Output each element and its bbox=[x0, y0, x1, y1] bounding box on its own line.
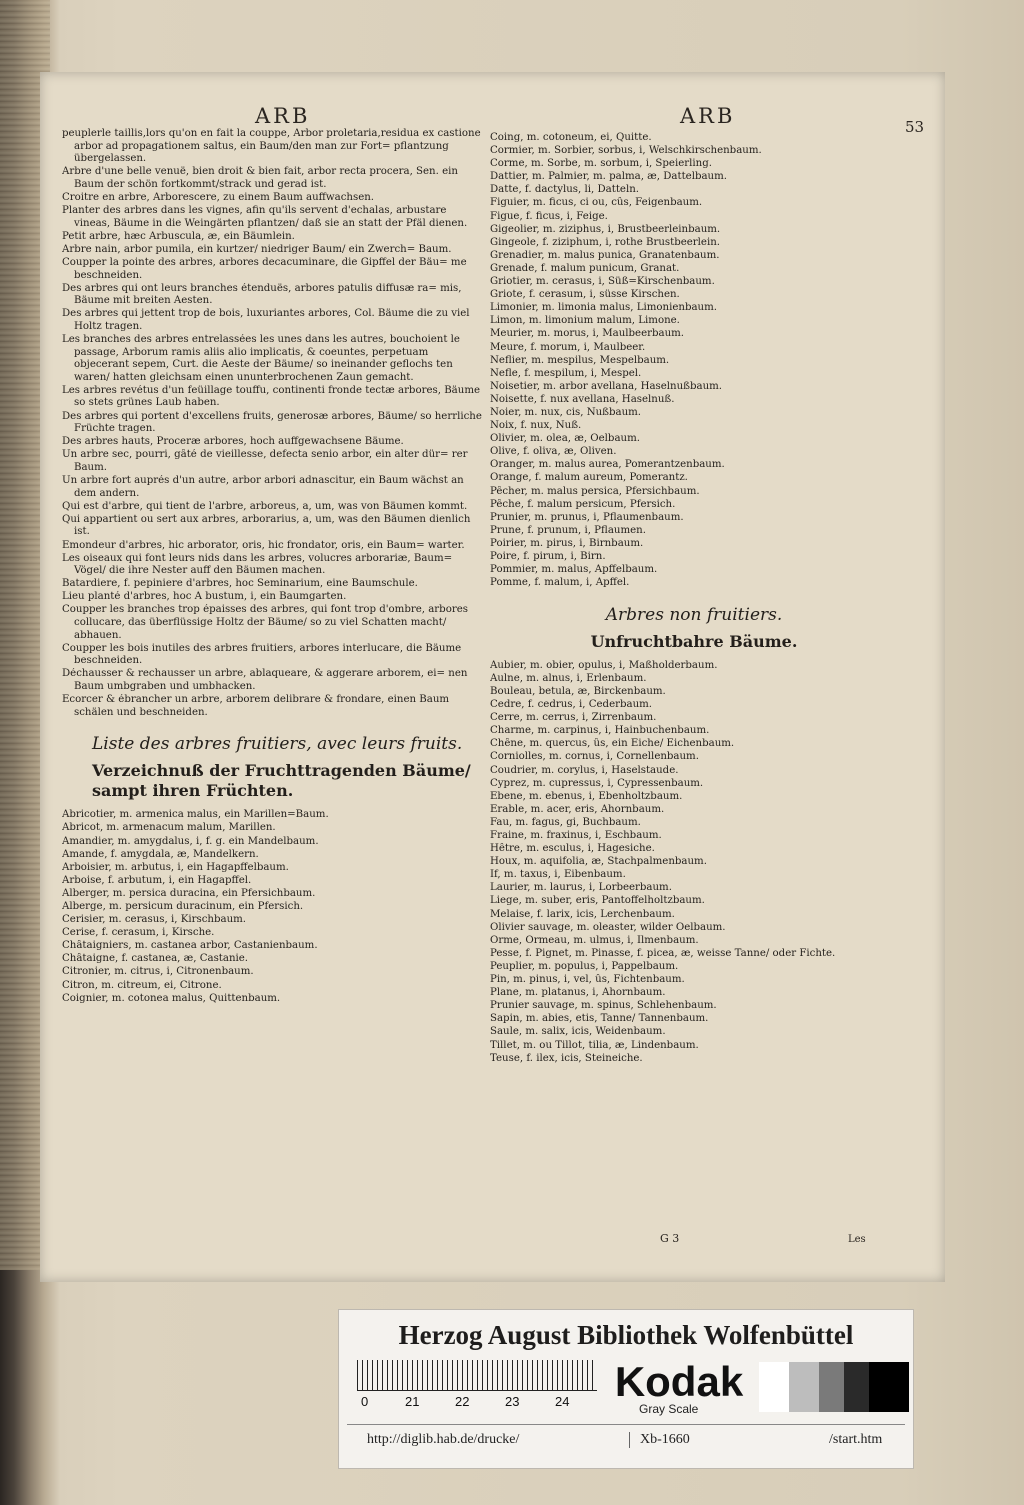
ruler-label: 23 bbox=[505, 1394, 520, 1409]
entry-line: Déchausser & rechausser un arbre, ablaqueare, & aggerare arborem, ei= nen Baum umbgraben und umbhacken. bbox=[62, 668, 468, 693]
entry-line: Lieu planté d'arbres, hoc A bustum, i, ein Baumgarten. bbox=[62, 591, 347, 603]
entry-line: Petit arbre, hæc Arbuscula, æ, ein Bäumlein. bbox=[62, 230, 295, 242]
entry-line: Des arbres hauts, Proceræ arbores, hoch auffgewachsene Bäume. bbox=[62, 436, 404, 448]
ruler-label: 21 bbox=[405, 1394, 420, 1409]
entry-line: Fau, m. fagus, gi, Buchbaum. bbox=[490, 816, 641, 828]
left-column bbox=[62, 128, 482, 1006]
entry-line: Pomme, f. malum, i, Apffel. bbox=[490, 577, 630, 589]
entry-line: Cerre, m. cerrus, i, Zirrenbaum. bbox=[490, 712, 657, 724]
entry-line: Griote, f. cerasum, i, süsse Kirschen. bbox=[490, 289, 680, 301]
right-column bbox=[490, 132, 898, 1066]
ruler-label: 22 bbox=[455, 1394, 470, 1409]
entry-line: Saule, m. salix, icis, Weidenbaum. bbox=[490, 1026, 666, 1038]
measure-ruler bbox=[357, 1360, 597, 1391]
entry-line: Citron, m. citreum, ei, Citrone. bbox=[62, 979, 222, 991]
entry-line: Grenade, f. malum punicum, Granat. bbox=[490, 262, 680, 274]
entry-line: Olivier sauvage, m. oleaster, wilder Oelbaum. bbox=[490, 921, 726, 933]
entry-line: Meurier, m. morus, i, Maulbeerbaum. bbox=[490, 328, 685, 340]
entry-line: Peuplier, m. populus, i, Pappelbaum. bbox=[490, 960, 679, 972]
running-head-right: ARB bbox=[680, 104, 736, 128]
entry-line: Cerisier, m. cerasus, i, Kirschbaum. bbox=[62, 914, 247, 926]
entry-line: Coing, m. cotoneum, ei, Quitte. bbox=[490, 132, 652, 143]
entry-line: Cerise, f. cerasum, i, Kirsche. bbox=[62, 927, 215, 939]
entry-line: Cormier, m. Sorbier, sorbus, i, Welschkirschenbaum. bbox=[490, 145, 762, 157]
entry-line: Dattier, m. Palmier, m. palma, æ, Dattelbaum. bbox=[490, 171, 728, 183]
start-path: /start.htm bbox=[829, 1432, 883, 1447]
library-url: http://diglib.hab.de/drucke/ bbox=[367, 1432, 520, 1447]
entry-line: Arboisier, m. arbutus, i, ein Hagapffelbaum. bbox=[62, 861, 289, 873]
ruler-label: 0 bbox=[361, 1394, 369, 1409]
entry-line: Neflier, m. mespilus, Mespelbaum. bbox=[490, 354, 670, 366]
plate-divider bbox=[347, 1424, 905, 1425]
entry-line: Prune, f. prunum, i, Pflaumen. bbox=[490, 524, 646, 536]
entry-line: Abricotier, m. armenica malus, ein Marillen=Baum. bbox=[62, 809, 329, 821]
fruit-section-title-fr: Liste des arbres fruitiers, avec leurs fruits. bbox=[92, 734, 463, 755]
entry-line: Arbre nain, arbor pumila, ein kurtzer/ niedriger Baum/ ein Zwerch= Baum. bbox=[62, 243, 452, 255]
entry-line: Houx, m. aquifolia, æ, Stachpalmenbaum. bbox=[490, 856, 707, 868]
entry-line: Pommier, m. malus, Apffelbaum. bbox=[490, 564, 658, 576]
entry-line: Grenadier, m. malus punica, Granatenbaum. bbox=[490, 249, 720, 261]
entry-line: peuplerle taillis,lors qu'on en fait la couppe, Arbor proletaria,residua ex castione arbor ad propagationem saltus, ein Baum/den man zur Fort= pflantzung übergelassen. bbox=[62, 128, 481, 165]
entry-line: Gigeolier, m. ziziphus, i, Brustbeerleinbaum. bbox=[490, 223, 721, 235]
entry-line: Olivier, m. olea, æ, Oelbaum. bbox=[490, 433, 640, 445]
entry-line: Des arbres qui portent d'excellens fruits, generosæ arbores, Bäume/ so herrliche Früchte tragen. bbox=[62, 410, 482, 435]
entry-line: Amandier, m. amygdalus, i, f. g. ein Mandelbaum. bbox=[62, 835, 319, 847]
entry-line: Coignier, m. cotonea malus, Quittenbaum. bbox=[62, 992, 281, 1004]
entry-line: Meure, f. morum, i, Maulbeer. bbox=[490, 341, 646, 353]
entry-line: Châtaigne, f. castanea, æ, Castanie. bbox=[62, 953, 249, 965]
entry-line: Bouleau, betula, æ, Birckenbaum. bbox=[490, 685, 666, 697]
entry-line: Pin, m. pinus, i, vel, ûs, Fichtenbaum. bbox=[490, 974, 685, 986]
entry-line: Laurier, m. laurus, i, Lorbeerbaum. bbox=[490, 882, 672, 894]
entry-line: Griotier, m. cerasus, i, Süß=Kirschenbaum. bbox=[490, 276, 715, 288]
entry-line: Les arbres revétus d'un feüillage touffu, continenti fronde tectæ arbores, Bäume so stets grünes Laub haben. bbox=[62, 384, 481, 409]
entry-line: Prunier sauvage, m. spinus, Schlehenbaum. bbox=[490, 1000, 717, 1012]
entry-line: Orange, f. malum aureum, Pomerantz. bbox=[490, 472, 688, 484]
entry-line: Emondeur d'arbres, hic arborator, oris, hic frondator, oris, ein Baum= warter. bbox=[62, 539, 465, 551]
entry-line: Qui appartient ou sert aux arbres, arborarius, a, um, was den Bäumen dienlich ist. bbox=[62, 513, 471, 538]
catchword: Les bbox=[848, 1234, 866, 1245]
entry-line: Alberge, m. persicum duracinum, ein Pfersich. bbox=[62, 900, 304, 912]
entry-line: Aulne, m. alnus, i, Erlenbaum. bbox=[490, 672, 647, 684]
entry-line: Figuier, m. ficus, ci ou, cûs, Feigenbaum. bbox=[490, 197, 703, 209]
entry-line: Corniolles, m. cornus, i, Cornellenbaum. bbox=[490, 751, 699, 763]
shelfmark: Xb-1660 bbox=[629, 1432, 690, 1448]
entry-line: Les branches des arbres entrelassées les unes dans les autres, bouchoient le passage, Arborum ramis aliis alio implicatis, & coeuntes, perpetuam objecerant sepem, Curt. die Aeste der Bäume/ so ineinander geflochs ten waren/ hatten gleichsam einen ununterbrochenen Zaun gemacht. bbox=[62, 334, 460, 383]
entry-line: Chêne, m. quercus, ûs, ein Eiche/ Eichenbaum. bbox=[490, 738, 735, 750]
entry-line: Un arbre sec, pourri, gâté de vieillesse, defecta senio arbor, ein alter dür= rer Baum. bbox=[62, 449, 468, 473]
entry-line: Charme, m. carpinus, i, Hainbuchenbaum. bbox=[490, 725, 710, 737]
entry-line: Pêcher, m. malus persica, Pfersichbaum. bbox=[490, 485, 700, 497]
entry-line: Ebene, m. ebenus, i, Ebenholtzbaum. bbox=[490, 790, 683, 802]
entry-line: Plane, m. platanus, i, Ahornbaum. bbox=[490, 987, 666, 999]
page-number: 53 bbox=[905, 118, 925, 136]
entry-line: Erable, m. acer, eris, Ahornbaum. bbox=[490, 803, 665, 815]
entry-line: Sapin, m. abies, etis, Tanne/ Tannenbaum. bbox=[490, 1013, 709, 1025]
entry-line: Un arbre fort auprés d'un autre, arbor arbori adnascitur, ein Baum wächst an dem andern. bbox=[62, 475, 464, 499]
entry-line: Châtaigniers, m. castanea arbor, Castanienbaum. bbox=[62, 940, 318, 952]
entry-line: Arbre d'une belle venuë, bien droit & bien fait, arbor recta procera, Sen. ein Baum der schön fortkommt/strack und gerad ist. bbox=[62, 166, 458, 190]
archive-plate bbox=[338, 1309, 914, 1469]
entry-line: Batardiere, f. pepiniere d'arbres, hoc Seminarium, eine Baumschule. bbox=[62, 578, 418, 590]
entry-line: Coupper la pointe des arbres, arbores decacuminare, die Gipffel der Bäu= me beschneiden. bbox=[62, 256, 467, 281]
nonfruit-list bbox=[490, 660, 898, 1065]
left-entries bbox=[62, 128, 482, 719]
signature-mark: G 3 bbox=[660, 1232, 680, 1245]
library-name: Herzog August Bibliothek Wolfenbüttel bbox=[398, 1320, 854, 1350]
entry-line: Amande, f. amygdala, æ, Mandelkern. bbox=[62, 848, 259, 860]
entry-line: Tillet, m. ou Tillot, tilia, æ, Lindenbaum. bbox=[490, 1039, 699, 1051]
entry-line: Orme, Ormeau, m. ulmus, i, Ilmenbaum. bbox=[490, 934, 699, 946]
entry-line: Coupper les branches trop épaisses des arbres, qui font trop d'ombre, arbores collucare, das überflüssige Holtz der Bäume/ so zu viel Schatten macht/ abhauen. bbox=[62, 604, 468, 641]
entry-line: Qui est d'arbre, qui tient de l'arbre, arboreus, a, um, was von Bäumen kommt. bbox=[62, 500, 468, 512]
entry-line: Oranger, m. malus aurea, Pomerantzenbaum. bbox=[490, 459, 725, 471]
nonfruit-section-title-de: Unfruchtbahre Bäume. bbox=[590, 631, 798, 651]
fruit-list-left bbox=[62, 809, 482, 1005]
fruit-section-title-de: Verzeichnuß der Fruchttragenden Bäume/ sampt ihren Früchten. bbox=[92, 761, 471, 801]
entry-line: Limonier, m. limonia malus, Limonienbaum. bbox=[490, 302, 718, 314]
entry-line: Alberger, m. persica duracina, ein Pfersichbaum. bbox=[62, 887, 316, 899]
entry-line: Aubier, m. obier, opulus, i, Maßholderbaum. bbox=[490, 659, 718, 671]
entry-line: Pêche, f. malum persicum, Pfersich. bbox=[490, 498, 676, 510]
entry-line: Citronier, m. citrus, i, Citronenbaum. bbox=[62, 966, 254, 978]
entry-line: Des arbres qui ont leurs branches étenduës, arbores patulis diffusæ ra= mis, Bäume mit breiten Aesten. bbox=[62, 282, 462, 307]
gray-scale-label: Gray Scale bbox=[639, 1402, 699, 1416]
entry-line: Noix, f. nux, Nuß. bbox=[490, 420, 582, 432]
entry-line: Olive, f. oliva, æ, Oliven. bbox=[490, 446, 617, 458]
fruit-list-right bbox=[490, 132, 898, 590]
entry-line: Melaise, f. larix, icis, Lerchenbaum. bbox=[490, 908, 675, 920]
entry-line: Gingeole, f. ziziphum, i, rothe Brustbeerlein. bbox=[490, 236, 721, 248]
entry-line: Limon, m. limonium malum, Limone. bbox=[490, 315, 680, 327]
nonfruit-section-title-fr: Arbres non fruitiers. bbox=[605, 604, 783, 625]
entry-line: Arboise, f. arbutum, i, ein Hagapffel. bbox=[62, 874, 252, 886]
entry-line: Noisette, f. nux avellana, Haselnuß. bbox=[490, 393, 675, 405]
entry-line: Prunier, m. prunus, i, Pflaumenbaum. bbox=[490, 511, 684, 523]
entry-line: Cyprez, m. cupressus, i, Cypressenbaum. bbox=[490, 777, 704, 789]
entry-line: Les oiseaux qui font leurs nids dans les arbres, volucres arborariæ, Baum= Vögel/ die ihre Nester auff den Bäumen machen. bbox=[62, 552, 453, 577]
entry-line: Coudrier, m. corylus, i, Haselstaude. bbox=[490, 764, 679, 776]
entry-line: Poire, f. pirum, i, Birn. bbox=[490, 551, 606, 562]
entry-line: If, m. taxus, i, Eibenbaum. bbox=[490, 869, 626, 881]
entry-line: Datte, f. dactylus, li, Datteln. bbox=[490, 184, 640, 196]
entry-line: Coupper les bois inutiles des arbres fruitiers, arbores interlucare, die Bäume beschneiden. bbox=[62, 642, 462, 667]
entry-line: Hêtre, m. esculus, i, Hagesiche. bbox=[490, 843, 655, 855]
entry-line: Abricot, m. armenacum malum, Marillen. bbox=[62, 822, 276, 834]
entry-line: Nefle, f. mespilum, i, Mespel. bbox=[490, 367, 642, 379]
entry-line: Fraine, m. fraxinus, i, Eschbaum. bbox=[490, 830, 662, 841]
entry-line: Noisetier, m. arbor avellana, Haselnußbaum. bbox=[490, 380, 723, 392]
entry-line: Des arbres qui jettent trop de bois, luxuriantes arbores, Col. Bäume die zu viel Holtz tragen. bbox=[62, 308, 470, 332]
gray-patch bbox=[869, 1362, 909, 1412]
entry-line: Liege, m. suber, eris, Pantoffelholtzbaum. bbox=[490, 895, 705, 907]
entry-line: Poirier, m. pirus, i, Birnbaum. bbox=[490, 537, 644, 549]
entry-line: Pesse, f. Pignet, m. Pinasse, f. picea, æ, weisse Tanne/ oder Fichte. bbox=[490, 947, 836, 959]
entry-line: Corme, m. Sorbe, m. sorbum, i, Speierling. bbox=[490, 158, 712, 170]
ruler-label: 24 bbox=[555, 1394, 570, 1409]
entry-line: Figue, f. ficus, i, Feige. bbox=[490, 210, 608, 222]
running-head-left: ARB bbox=[255, 104, 311, 128]
entry-line: Planter des arbres dans les vignes, afin qu'ils servent d'echalas, arbustare vineas, Bäume in die Weingärten pflantzen/ daß sie an statt der Pfäl dienen. bbox=[62, 205, 468, 229]
kodak-logo: Kodak bbox=[614, 1358, 744, 1405]
entry-line: Noier, m. nux, cis, Nußbaum. bbox=[490, 406, 642, 418]
entry-line: Teuse, f. ilex, icis, Steineiche. bbox=[490, 1052, 643, 1064]
entry-line: Croitre en arbre, Arborescere, zu einem Baum auffwachsen. bbox=[62, 191, 375, 203]
entry-line: Ecorcer & ébrancher un arbre, arborem delibrare & frondare, einen Baum schälen und beschneiden. bbox=[62, 694, 450, 718]
entry-line: Cedre, f. cedrus, i, Cederbaum. bbox=[490, 699, 653, 711]
